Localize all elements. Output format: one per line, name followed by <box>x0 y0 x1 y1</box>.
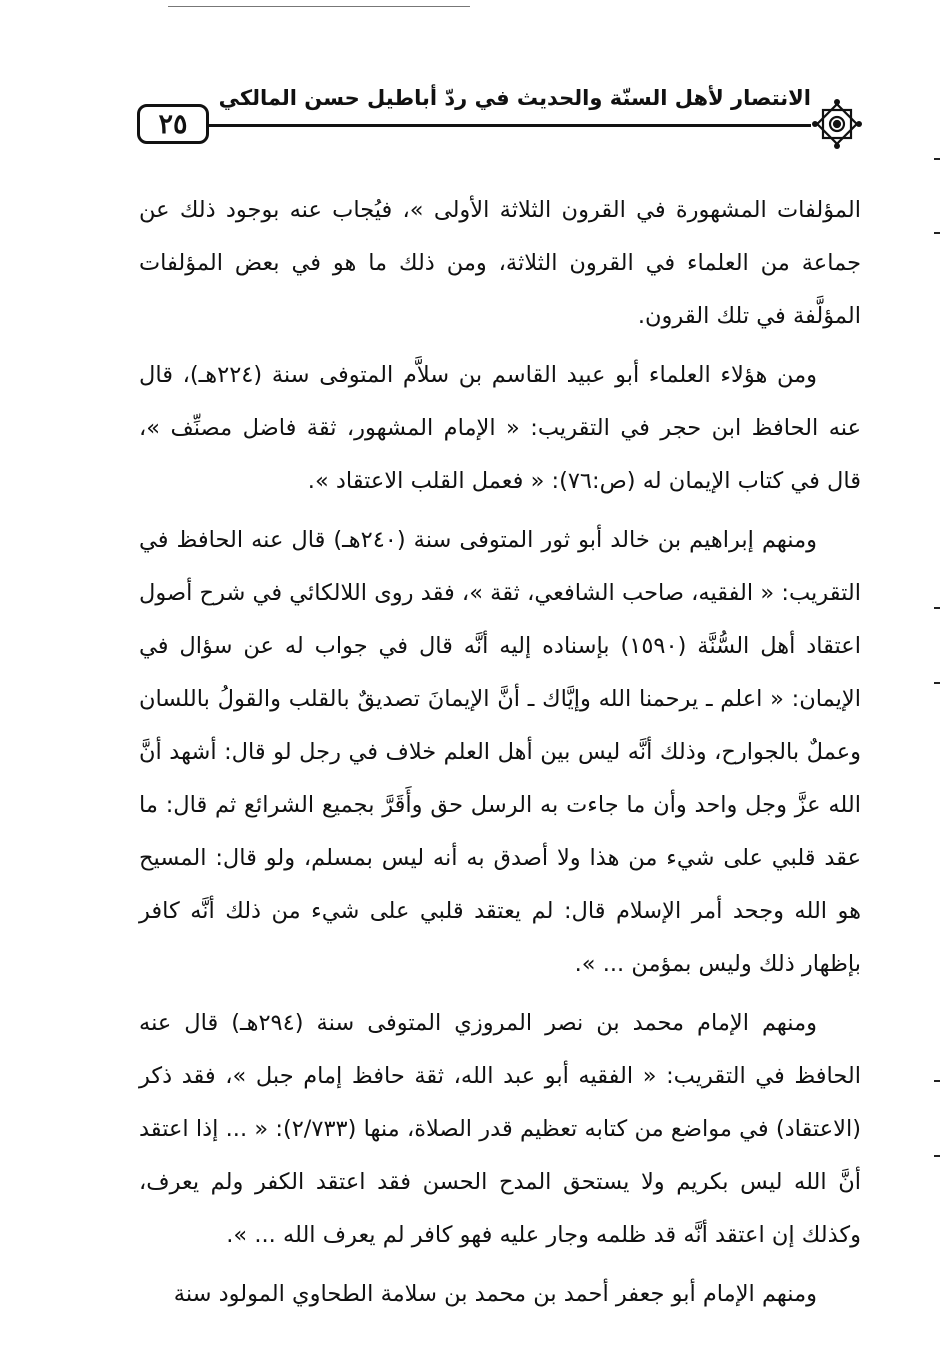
scan-edge-mark <box>934 607 940 609</box>
scan-edge-mark <box>934 232 940 234</box>
running-title: الانتصار لأهل السنّة والحديث في ردّ أباطيل حسن المالكي <box>218 86 811 110</box>
star-flower-ornament-icon <box>809 96 865 152</box>
paragraph-5: ومنهم الإمام أبو جعفر أحمد بن محمد بن سلامة الطحاوي المولود سنة <box>173 1281 817 1307</box>
paragraph-4: ومنهم الإمام محمد بن نصر المروزي المتوفى سنة (٢٩٤هـ) قال عنه الحافظ في التقريب: « الفقيه أبو عبد الله، ثقة حافظ إمام جبل »، فقد ذكر (الاعتقاد) في مواضع من كتابه تعظيم قدر الصلاة، منها (٢/٧٣٣): « ... إذا اعتقد أنَّ الله ليس بكريم ولا يستحق المدح الحسن فقد اعتقد الكفر ولم يعرف، وكذلك إن اعتقد أنَّه قد ظلمه وجار عليه فهو كافر لم يعرف الله ... ». <box>139 1010 861 1248</box>
paragraph-1: المؤلفات المشهورة في القرون الثلاثة الأولى »، فيُجاب عنه بوجود ذلك عن جماعة من العلماء في القرون الثلاثة، ومن ذلك ما هو في بعض المؤلفات المؤلَّفة في تلك القرون. <box>139 197 861 329</box>
scan-edge-mark <box>934 1155 940 1157</box>
page-header <box>135 84 865 154</box>
paragraph-3: ومنهم إبراهيم بن خالد أبو ثور المتوفى سنة (٢٤٠هـ) قال عنه الحافظ في التقريب: « الفقيه، صاحب الشافعي، ثقة »، فقد روى اللالكائي في شرح أصول اعتقاد أهل السُّنَّة (١٥٩٠) بإسناده إليه أنَّه قال في جواب له عن سؤال في الإيمان: « اعلم ـ يرحمنا الله وإيَّاك ـ أنَّ الإيمانَ تصديقٌ بالقلب والقولُ باللسان وعملٌ بالجوارح، وذلك أنَّه ليس بين أهل العلم خلاف في رجل لو قال: أشهد أنَّ الله عزَّ وجل واحد وأن ما جاءت به الرسل حق وأَقَرَّ بجميع الشرائع ثم قال: ما عقد قلبي على شيء من هذا ولا أصدق به أنه ليس بمسلم، ولو قال: المسيح هو الله وجحد أمر الإسلام قال: لم يعتقد قلبي على شيء من ذلك أنَّه كافر بإظهار ذلك وليس بمؤمن ... ». <box>139 527 861 977</box>
header-rule <box>209 124 811 127</box>
scan-edge-mark <box>934 1080 940 1082</box>
page-number-box <box>137 104 209 144</box>
scan-edge-mark <box>934 158 940 160</box>
scan-edge-mark <box>934 682 940 684</box>
top-scan-rule <box>168 6 470 7</box>
page-number: ٢٥ <box>158 108 188 140</box>
body-text <box>139 184 861 1321</box>
paragraph-2: ومن هؤلاء العلماء أبو عبيد القاسم بن سلاَّم المتوفى سنة (٢٢٤هـ)، قال عنه الحافظ ابن حجر في التقريب: « الإمام المشهور، ثقة فاضل مصنِّف »، قال في كتاب الإيمان له (ص:٧٦): « فعمل القلب الاعتقاد ». <box>139 362 861 494</box>
